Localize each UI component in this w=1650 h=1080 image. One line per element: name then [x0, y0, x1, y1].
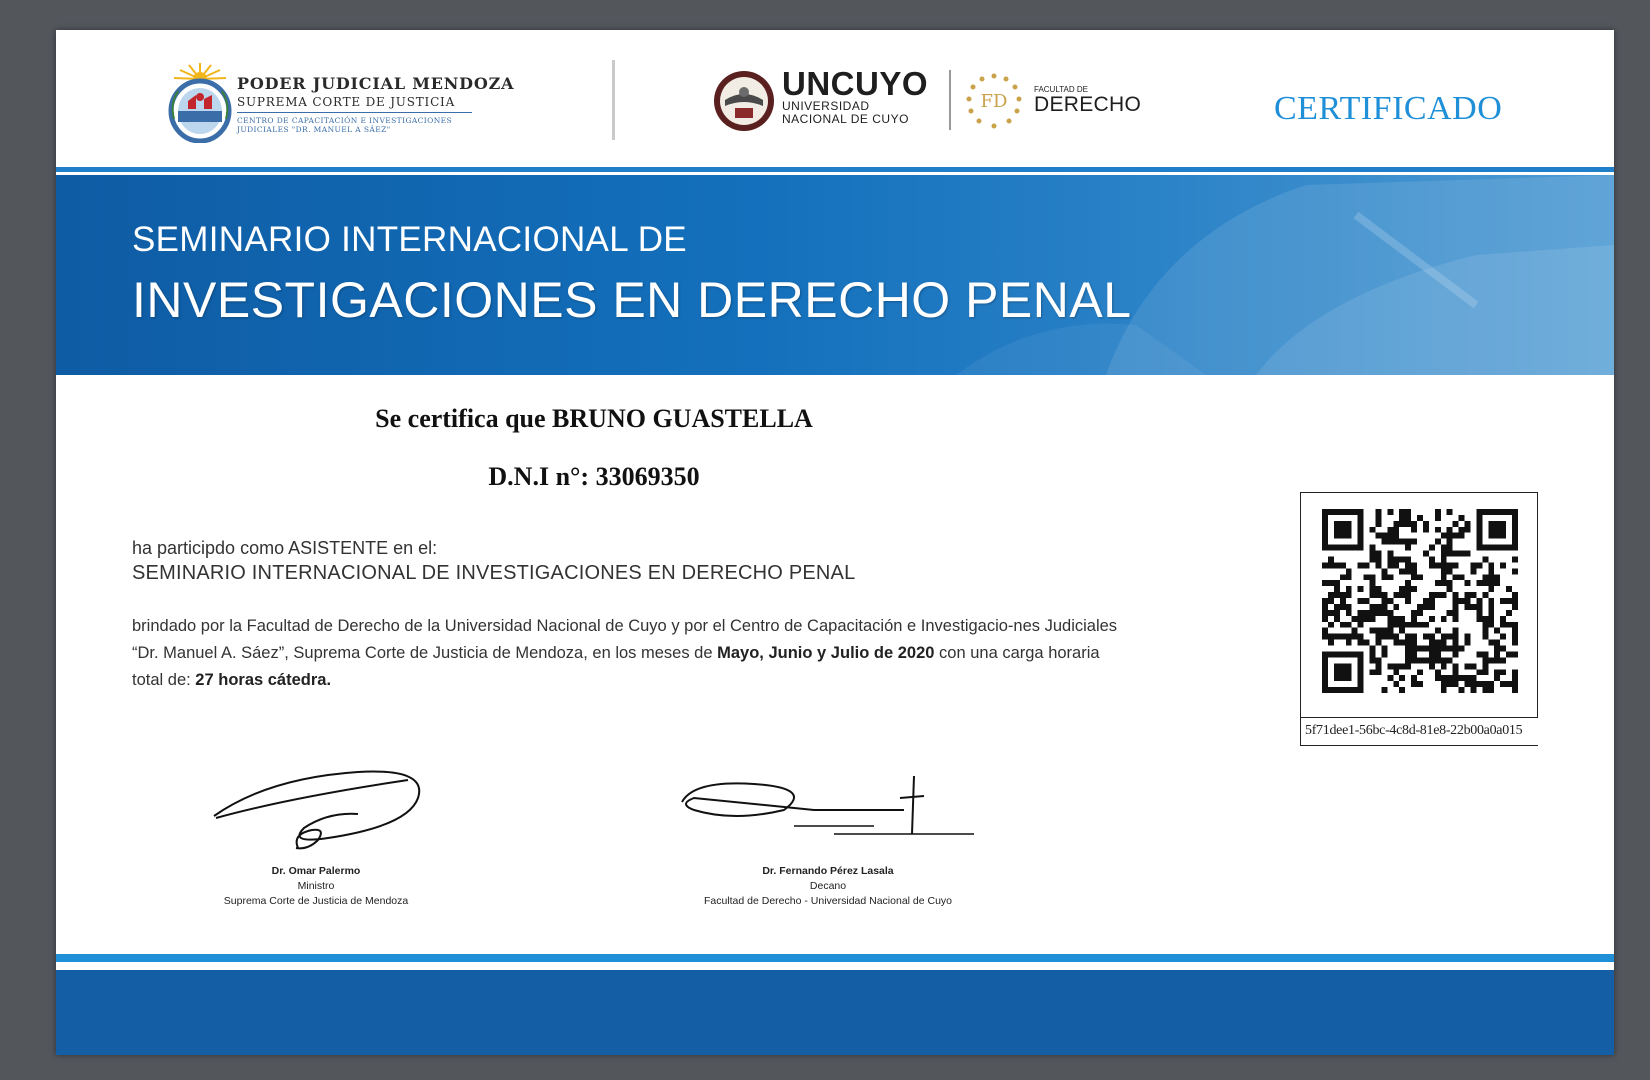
signature-1: [208, 768, 438, 858]
qr-id-box: [1300, 718, 1538, 746]
participo-prefix: ha participdo como: [132, 538, 289, 558]
signer-2-name: Dr. Fernando Pérez Lasala: [762, 865, 894, 877]
facultad-derecho-logo-icon: [965, 72, 1023, 130]
poder-judicial-text: [237, 74, 514, 134]
fd-small: FACULTAD DE: [1034, 85, 1088, 94]
participo-suffix: en el:: [388, 538, 438, 558]
role: ASISTENTE: [288, 538, 389, 558]
person-name: BRUNO GUASTELLA: [552, 404, 813, 433]
dni-value: 33069350: [595, 462, 700, 491]
uncuyo-divider: [949, 70, 951, 130]
description-paragraph: [132, 613, 1122, 694]
pj-centro: CENTRO DE CAPACITACIÓN E INVESTIGACIONES JUDICIALES "DR. MANUEL A SÁEZ": [237, 116, 453, 134]
seminar-name: SEMINARIO INTERNACIONAL DE INVESTIGACIONES EN DERECHO PENAL: [132, 562, 856, 584]
qr-code-icon: [1321, 509, 1519, 693]
uncuyo-seal-icon: [713, 70, 775, 132]
certifies-line: [56, 404, 1132, 434]
signer-1-role: Ministro: [297, 880, 335, 892]
uncuyo-text: [782, 65, 929, 126]
desc-months: Mayo, Junio y Julio de 2020: [717, 644, 935, 662]
qr-code-box: [1300, 492, 1538, 718]
signature-1-block: [176, 864, 456, 909]
banner-line2: INVESTIGACIONES EN DERECHO PENAL: [132, 272, 1132, 328]
dni-label: D.N.I n°:: [488, 462, 596, 491]
uncuyo-name: UNCUYO: [782, 65, 929, 102]
facultad-derecho-text: [1034, 85, 1141, 116]
footer-line: [56, 954, 1614, 962]
banner-line1: SEMINARIO INTERNACIONAL DE: [132, 220, 687, 259]
fd-big: DERECHO: [1034, 93, 1142, 116]
dni-line: [56, 462, 1132, 492]
signer-2-org: Facultad de Derecho - Universidad Nacional de Cuyo: [703, 895, 953, 907]
seminar-banner: [56, 175, 1614, 375]
certifies-prefix: Se certifica que: [375, 404, 553, 433]
svg-text:FD: FD: [980, 91, 1008, 112]
header-divider: [612, 60, 615, 140]
banner-top-line: [56, 167, 1614, 172]
pj-subtitle: SUPREMA CORTE DE JUSTICIA: [237, 95, 472, 113]
certificate-title: CERTIFICADO: [1274, 90, 1503, 127]
uncuyo-sub1: UNIVERSIDAD: [782, 99, 870, 113]
desc-part1: brindado por la Facultad de Derecho de la Universidad Nacional de Cuyo y por el Centro de Capacitación e Investigacio-nes Judiciales “Dr. Manuel A. Sáez”, Suprema Corte de Justicia de Mendoza, en los meses de: [132, 617, 1118, 662]
pj-name: PODER JUDICIAL MENDOZA: [237, 74, 515, 93]
footer-bar: [56, 970, 1614, 1055]
signature-2-block: [654, 864, 1002, 909]
desc-hours: 27 horas cátedra.: [195, 671, 332, 689]
signer-1-name: Dr. Omar Palermo: [271, 865, 361, 877]
poder-judicial-seal-icon: [160, 59, 240, 143]
signature-2: [674, 770, 974, 850]
uncuyo-sub2: NACIONAL DE CUYO: [782, 112, 909, 126]
participation-line: [132, 538, 437, 559]
certificate-page: [56, 30, 1614, 1055]
signer-2-role: Decano: [809, 880, 847, 892]
signer-1-org: Suprema Corte de Justicia de Mendoza: [223, 895, 409, 907]
qr-id: 5f71dee1-56bc-4c8d-81e8-22b00a0a015: [1305, 723, 1523, 738]
desc-part2: con una carga horaria total de:: [132, 644, 1100, 689]
